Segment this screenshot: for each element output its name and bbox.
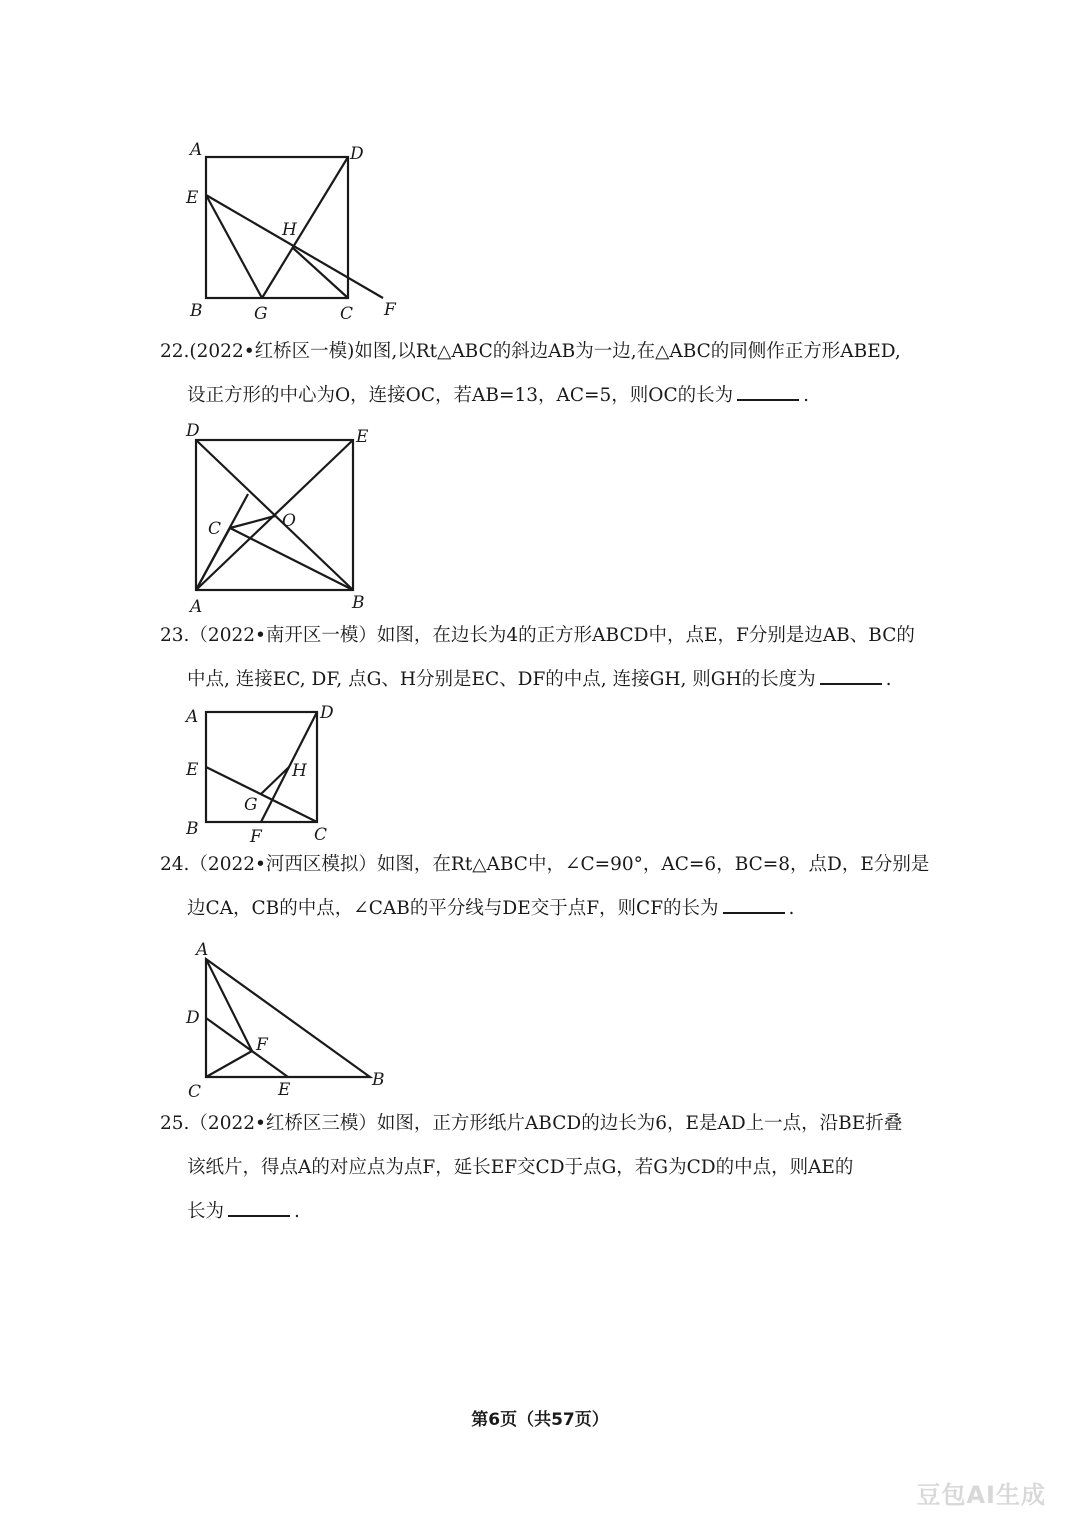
segment-cf xyxy=(206,1051,252,1077)
figure-right-triangle-abc xyxy=(180,935,410,1105)
question-22 xyxy=(160,330,940,418)
segment-gd xyxy=(262,157,348,298)
question-22-text-1: (2022•红桥区一模)如图,以Rt△ABC的斜边AB为一边,在△ABC的同侧作正方形ABED, xyxy=(189,341,901,362)
question-25-line-2 xyxy=(160,1146,940,1190)
segment-gh xyxy=(261,767,289,794)
question-24-number: 24. xyxy=(160,854,190,875)
label-a: A xyxy=(190,597,203,617)
question-24-line-2 xyxy=(160,887,940,931)
label-b: B xyxy=(186,819,199,839)
question-23-text-1: （2022•南开区一模）如图，在边长为4的正方形ABCD中，点E，F分别是边AB、BC的 xyxy=(189,625,915,646)
question-25-text-2: 该纸片，得点A的对应点为点F，延长EF交CD于点G，若G为CD的中点，则AE的 xyxy=(187,1157,854,1178)
figure-24-svg xyxy=(180,935,410,1105)
label-h: H xyxy=(292,761,307,781)
label-e: E xyxy=(186,188,199,208)
label-d: D xyxy=(320,703,334,723)
question-24-line-1 xyxy=(160,843,940,887)
answer-blank-25[interactable] xyxy=(228,1197,290,1217)
question-23-text-2: 中点, 连接EC, DF, 点G、H分别是EC、DF的中点, 连接GH, 则GH的长度为 xyxy=(187,669,816,690)
question-24-text-1: （2022•河西区模拟）如图，在Rt△ABC中，∠C=90°，AC=6，BC=8，点D，E分别是 xyxy=(189,854,930,875)
question-25 xyxy=(160,1102,940,1234)
question-23-line-1 xyxy=(160,614,940,658)
label-e: E xyxy=(278,1080,291,1100)
segment-af xyxy=(206,959,252,1051)
label-d: D xyxy=(186,1008,200,1028)
label-h: H xyxy=(282,220,297,240)
question-25-line-3 xyxy=(160,1190,940,1234)
square-outline xyxy=(206,157,348,298)
figure-square-abcd-efh xyxy=(180,135,410,325)
page-footer: 第6页（共57页） xyxy=(471,1410,609,1430)
label-a: A xyxy=(190,140,203,160)
question-22-text-2: 设正方形的中心为O，连接OC，若AB=13，AC=5，则OC的长为 xyxy=(187,385,734,406)
segment-cb xyxy=(230,528,353,590)
question-25-end: . xyxy=(294,1201,300,1222)
answer-blank-23[interactable] xyxy=(820,665,882,685)
label-c: C xyxy=(208,519,222,539)
question-22-number: 22. xyxy=(160,341,190,362)
label-d: D xyxy=(186,421,200,441)
label-c: C xyxy=(314,825,328,845)
label-f: F xyxy=(250,827,262,847)
figure-square-abcd-gh xyxy=(180,700,350,850)
question-23-line-2 xyxy=(160,658,940,702)
label-f: F xyxy=(256,1035,268,1055)
question-22-line-2 xyxy=(160,374,940,418)
label-a: A xyxy=(196,940,209,960)
question-25-line-1 xyxy=(160,1102,940,1146)
label-b: B xyxy=(190,301,203,321)
segment-de xyxy=(206,1018,288,1077)
label-g: G xyxy=(244,795,258,815)
watermark: 豆包AI生成 xyxy=(916,1481,1046,1509)
question-23-number: 23. xyxy=(160,625,190,646)
label-g: G xyxy=(254,304,268,324)
figure-21-svg xyxy=(180,135,410,325)
question-23 xyxy=(160,614,940,702)
figure-22-svg xyxy=(180,420,390,620)
question-24-end: . xyxy=(788,898,795,919)
question-23-end: . xyxy=(885,669,892,690)
label-f: F xyxy=(384,300,396,320)
question-22-end: . xyxy=(803,385,809,406)
label-c: C xyxy=(188,1082,202,1102)
triangle-abc xyxy=(206,959,370,1077)
figure-23-svg xyxy=(180,700,350,850)
label-e: E xyxy=(356,427,369,447)
answer-blank-24[interactable] xyxy=(723,894,785,914)
label-b: B xyxy=(352,593,365,613)
question-24 xyxy=(160,843,940,931)
label-e: E xyxy=(186,760,199,780)
answer-blank-22[interactable] xyxy=(737,381,799,401)
question-24-text-2: 边CA，CB的中点，∠CAB的平分线与DE交于点F，则CF的长为 xyxy=(187,898,719,919)
figure-square-abed xyxy=(180,420,390,620)
label-o: O xyxy=(282,511,296,531)
question-22-line-1 xyxy=(160,330,940,374)
question-25-number: 25. xyxy=(160,1113,190,1134)
question-25-text-3: 长为 xyxy=(187,1201,225,1222)
question-25-text-1: （2022•红桥区三模）如图，正方形纸片ABCD的边长为6，E是AD上一点，沿BE折叠 xyxy=(189,1113,903,1134)
label-b: B xyxy=(372,1070,385,1090)
label-c: C xyxy=(340,304,354,324)
label-a: A xyxy=(186,707,199,727)
label-d: D xyxy=(350,144,364,164)
